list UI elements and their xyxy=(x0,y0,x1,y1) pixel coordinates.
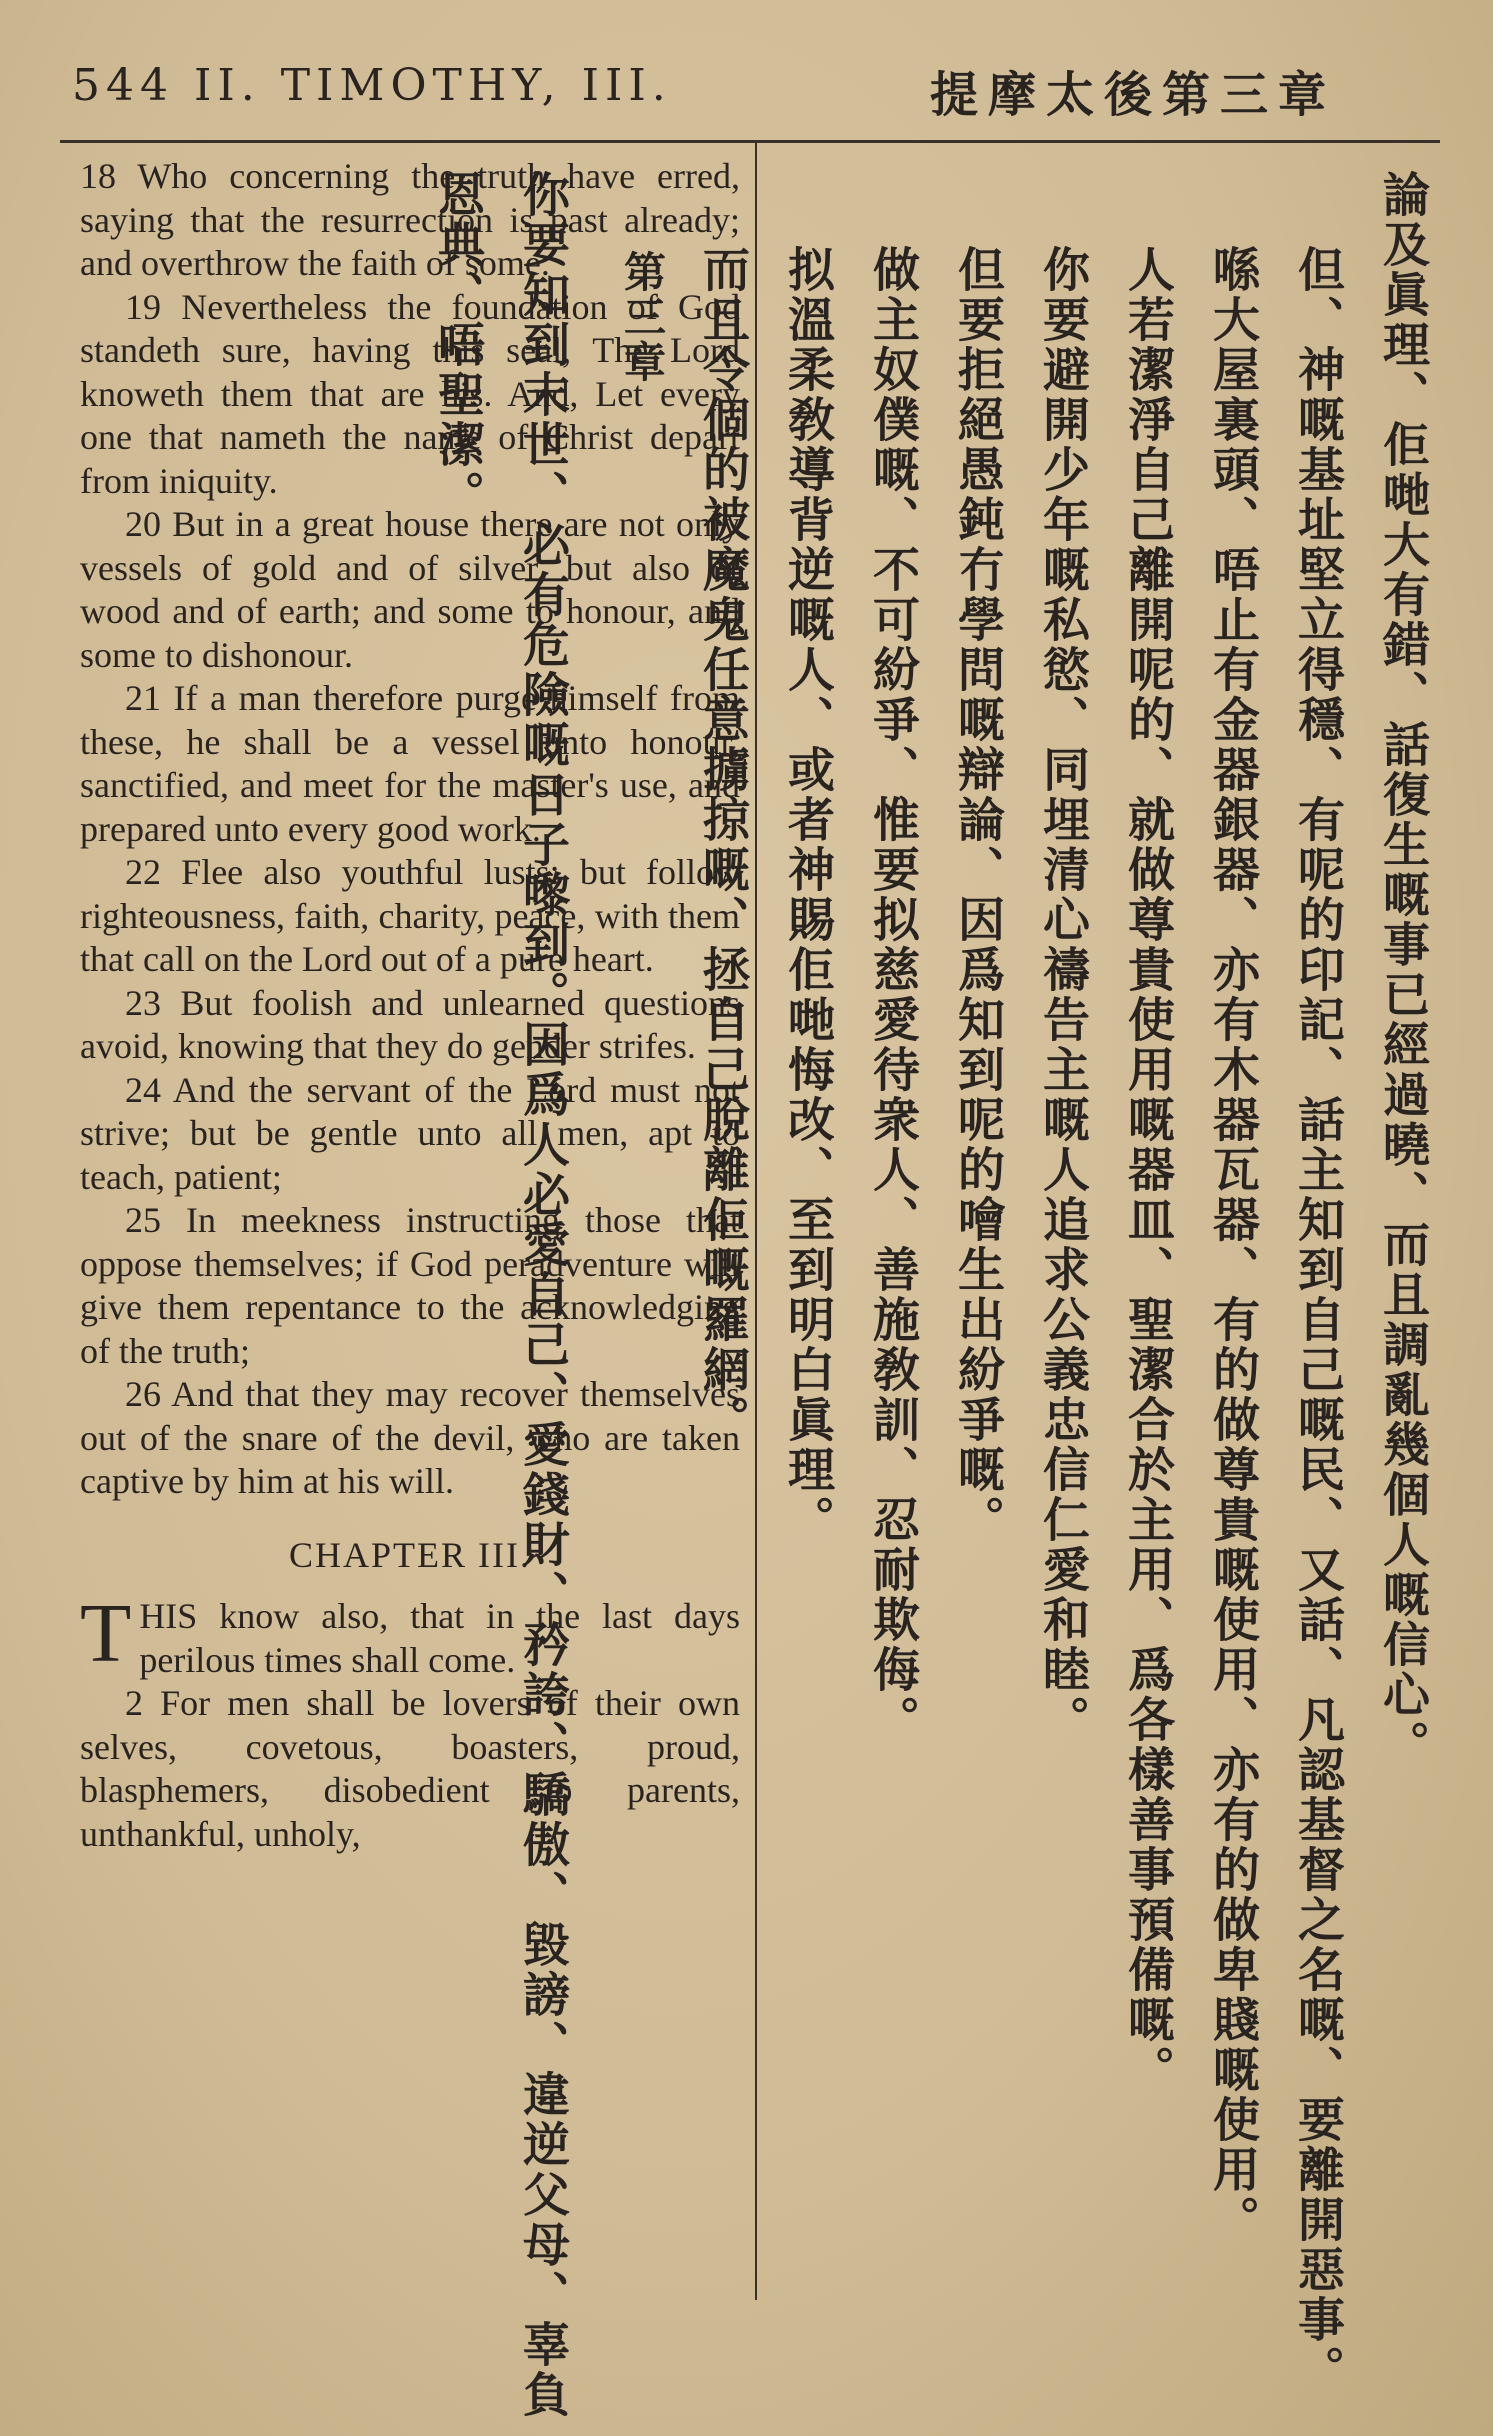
verse-18: 18 Who concerning the truth have erred, saying that the resurrection is past already; and overthrow the faith of some. xyxy=(80,156,740,283)
header-rule xyxy=(60,140,1440,143)
zh-para-4: 人若潔淨自己離開呢的、就做尊貴使用嘅器皿、聖潔合於主用、爲各樣善事預備嘅。 xyxy=(1120,245,1175,2095)
chapter-verse-2: 2 For men shall be lovers of their own selves, covetous, boasters, proud, blasphemers, disobedient to parents, unthankful, unholy, xyxy=(80,1683,740,1854)
verse-21: 21 If a man therefore purge himself from these, he shall be a vessel unto honour, sanctified, and meet for the master's use, and prepared unto every good work. xyxy=(80,678,740,849)
zh-para-3: 喺大屋裏頭、唔止有金器銀器、亦有木器瓦器、有的做尊貴嘅使用、亦有的做卑賤嘅使用。 xyxy=(1205,245,1260,2245)
zh-para-9: 而且令個的被魔鬼任意擄掠嘅、拯自己脫離佢嘅羅網。 xyxy=(695,245,750,1445)
page-header-english: 544 II. TIMOTHY, III. xyxy=(72,60,672,111)
zh-para-7: 做主奴僕嘅、不可紛爭、惟要拟慈愛待衆人、善施敎訓、忍耐欺侮。 xyxy=(865,245,920,1745)
verse-20: 20 But in a great house there are not only vessels of gold and of silver, but also of wood and of earth; and some to honour, and some to dishonour. xyxy=(80,504,740,675)
verse-19: 19 Nevertheless the foundation of God standeth sure, having this seal, The Lord knoweth them that are his. And, Let every one that nameth the name of Christ depart from iniquity. xyxy=(80,286,740,501)
drop-cap: T xyxy=(80,1587,132,1680)
zh-para-1: 論及眞理、佢哋大有錯、話復生嘅事已經過曉、而且調亂幾個人嘅信心。 xyxy=(1375,170,1430,1770)
verse-26: 26 And that they may recover themselves out of the snare of the devil, who are taken captive by him at his will. xyxy=(80,1374,740,1501)
zh-para-2: 但、神嘅基址堅立得穩、有呢的印記、話主知到自己嘅民、又話、凡認基督之名嘅、要離開惡事。 xyxy=(1290,245,1345,2395)
zh-para-5: 你要避開少年嘅私慾、同埋清心禱告主嘅人追求公義忠信仁愛和睦。 xyxy=(1035,245,1090,1745)
verse-22: 22 Flee also youthful lusts: but follow righteousness, faith, charity, peace, with them that call on the Lord out of a pure heart. xyxy=(80,852,740,979)
zh-para-8: 拟溫柔敎導背逆嘅人、或者神賜佢哋悔改、至到明白眞理。 xyxy=(780,245,835,1545)
chapter-heading-chinese: 第三章 xyxy=(618,250,667,385)
verse-24: 24 And the servant of the Lord must not strive; but be gentle unto all men, apt to teach, patient; xyxy=(80,1069,740,1197)
zh-para-6: 但要拒絕愚鈍冇學問嘅辯論、因爲知到呢的噲生出紛爭嘅。 xyxy=(950,245,1005,1545)
verse-23: 23 But foolish and unlearned questions avoid, knowing that they do gender strifes. xyxy=(80,982,740,1066)
verse-25: 25 In meekness instructing those that oppose themselves; if God peradventure will give them repentance to the acknowledging of the truth; xyxy=(80,1200,740,1371)
zh-chapter-text: 你要知到末世、必有危險嘅日子嚟到。因爲人必愛自己、愛錢財、矜誇、驕傲、毀謗、違逆父母、辜負恩典、唔聖潔。 xyxy=(430,170,570,2420)
chapter-verse-1-text: HIS know also, that in the last days perilous times shall come. xyxy=(139,1596,740,1680)
chapter-heading-english: CHAPTER III. xyxy=(289,1534,531,1575)
page-header-chinese: 提摩太後第三章 xyxy=(930,67,1337,123)
chinese-column xyxy=(415,170,1445,2430)
